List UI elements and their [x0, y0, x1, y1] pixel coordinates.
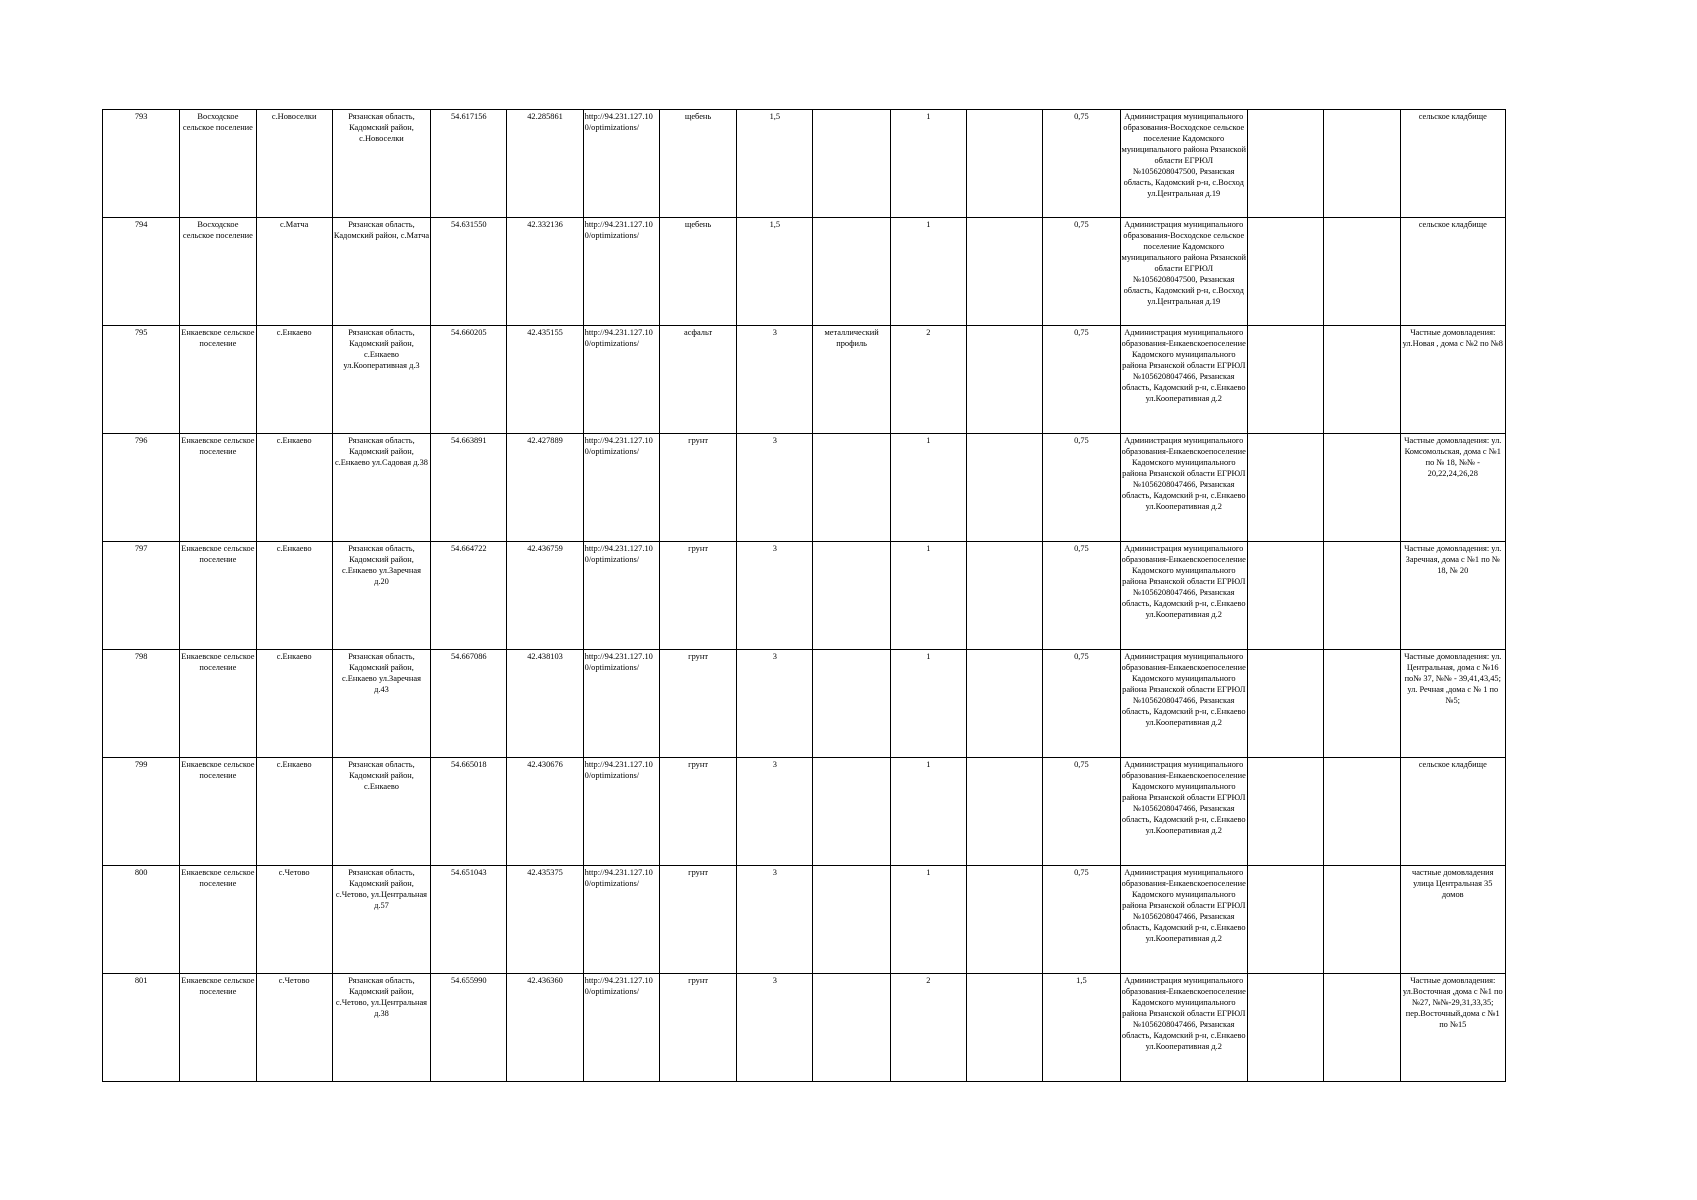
container-volume-cell: 0,75 — [1043, 326, 1120, 434]
settlement-cell: Енкаевское сельское поселение — [180, 542, 256, 650]
container-volume-cell: 1,5 — [1043, 974, 1120, 1082]
empty-cell — [967, 542, 1043, 650]
table-row — [103, 326, 1506, 434]
map-link-cell[interactable]: http://94.231.127.10 0/optimizations/ — [583, 974, 659, 1082]
owner-cell: Администрация муниципального образования-Енкаевскоепоселение Кадомского муниципального района Рязанской области ЕГРЮЛ №1056208047466, Рязанская область, Кадомский р-н, с.Енкаево ул.Кооперативная д.2 — [1120, 326, 1247, 434]
longitude-cell: 42.436360 — [507, 974, 583, 1082]
waste-sources-cell: Частные домовладения: ул. Заречная, дома с №1 по № 18, № 20 — [1400, 542, 1505, 650]
latitude-cell: 54.655990 — [431, 974, 507, 1082]
containers-count-cell: 1 — [890, 758, 966, 866]
waste-sources-cell: сельское кладбище — [1400, 110, 1505, 218]
empty-cell — [1324, 866, 1400, 974]
longitude-cell: 42.332136 — [507, 218, 583, 326]
settlement-cell: Восходское сельское поселение — [180, 110, 256, 218]
table-row — [103, 758, 1506, 866]
locality-cell: с.Четово — [256, 866, 332, 974]
address-cell: Рязанская область, Кадомский район, с.Новоселки — [332, 110, 430, 218]
longitude-cell: 42.285861 — [507, 110, 583, 218]
containers-count-cell: 1 — [890, 110, 966, 218]
empty-cell — [967, 434, 1043, 542]
locality-cell: с.Енкаево — [256, 326, 332, 434]
containers-count-cell: 1 — [890, 218, 966, 326]
address-cell: Рязанская область, Кадомский район, с.Четово, ул.Центральная д.57 — [332, 866, 430, 974]
latitude-cell: 54.663891 — [431, 434, 507, 542]
fence-cell — [813, 974, 890, 1082]
empty-cell — [1247, 218, 1323, 326]
empty-cell — [967, 974, 1043, 1082]
empty-cell — [1324, 650, 1400, 758]
settlement-cell: Енкаевское сельское поселение — [180, 974, 256, 1082]
container-volume-cell: 0,75 — [1043, 110, 1120, 218]
owner-cell: Администрация муниципального образования-Восходское сельское поселение Кадомского муниципального района Рязанской области ЕГРЮЛ №1056208047500, Рязанская область, Кадомский р-н, с.Восход ул.Центральная д.19 — [1120, 110, 1247, 218]
empty-cell — [967, 218, 1043, 326]
latitude-cell: 54.667086 — [431, 650, 507, 758]
table-row — [103, 542, 1506, 650]
settlement-cell: Енкаевское сельское поселение — [180, 326, 256, 434]
fence-cell — [813, 110, 890, 218]
waste-sites-table — [102, 109, 1506, 1082]
surface-cell: асфальт — [659, 326, 736, 434]
container-volume-cell: 0,75 — [1043, 434, 1120, 542]
address-cell: Рязанская область, Кадомский район, с.Матча — [332, 218, 430, 326]
settlement-cell: Енкаевское сельское поселение — [180, 758, 256, 866]
owner-cell: Администрация муниципального образования-Енкаевскоепоселение Кадомского муниципального района Рязанской области ЕГРЮЛ №1056208047466, Рязанская область, Кадомский р-н, с.Енкаево ул.Кооперативная д.2 — [1120, 542, 1247, 650]
empty-cell — [1247, 110, 1323, 218]
containers-count-cell: 1 — [890, 866, 966, 974]
waste-sources-cell: Частные домовладения: ул.Восточная ,дома с №1 по №27, №№-29,31,33,35; пер.Восточный,дома с №1 по №15 — [1400, 974, 1505, 1082]
table-row — [103, 218, 1506, 326]
longitude-cell: 42.435375 — [507, 866, 583, 974]
longitude-cell: 42.438103 — [507, 650, 583, 758]
containers-count-cell: 2 — [890, 974, 966, 1082]
surface-cell: щебень — [659, 110, 736, 218]
area-cell: 3 — [737, 866, 813, 974]
address-cell: Рязанская область, Кадомский район, с.Енкаево ул.Заречная д.43 — [332, 650, 430, 758]
map-link-cell[interactable]: http://94.231.127.10 0/optimizations/ — [583, 758, 659, 866]
table-row — [103, 650, 1506, 758]
empty-cell — [1247, 758, 1323, 866]
fence-cell — [813, 218, 890, 326]
area-cell: 1,5 — [737, 218, 813, 326]
surface-cell: грунт — [659, 542, 736, 650]
settlement-cell: Енкаевское сельское поселение — [180, 866, 256, 974]
container-volume-cell: 0,75 — [1043, 866, 1120, 974]
empty-cell — [1324, 758, 1400, 866]
container-volume-cell: 0,75 — [1043, 758, 1120, 866]
empty-cell — [1247, 974, 1323, 1082]
empty-cell — [1247, 326, 1323, 434]
containers-count-cell: 1 — [890, 650, 966, 758]
address-cell: Рязанская область, Кадомский район, с.Енкаево ул.Заречная д.20 — [332, 542, 430, 650]
waste-sources-cell: Частные домовладения: ул.Новая , дома с №2 по №8 — [1400, 326, 1505, 434]
area-cell: 3 — [737, 758, 813, 866]
settlement-cell: Восходское сельское поселение — [180, 218, 256, 326]
area-cell: 3 — [737, 974, 813, 1082]
latitude-cell: 54.617156 — [431, 110, 507, 218]
empty-cell — [1324, 542, 1400, 650]
row-number: 800 — [103, 866, 180, 974]
locality-cell: с.Енкаево — [256, 758, 332, 866]
settlement-cell: Енкаевское сельское поселение — [180, 434, 256, 542]
latitude-cell: 54.665018 — [431, 758, 507, 866]
owner-cell: Администрация муниципального образования-Енкаевскоепоселение Кадомского муниципального района Рязанской области ЕГРЮЛ №1056208047466, Рязанская область, Кадомский р-н, с.Енкаево ул.Кооперативная д.2 — [1120, 866, 1247, 974]
surface-cell: грунт — [659, 866, 736, 974]
registry-sheet — [102, 109, 1506, 1082]
containers-count-cell: 1 — [890, 542, 966, 650]
locality-cell: с.Новоселки — [256, 110, 332, 218]
empty-cell — [967, 758, 1043, 866]
address-cell: Рязанская область, Кадомский район, с.Енкаево ул.Садовая д.38 — [332, 434, 430, 542]
map-link-cell[interactable]: http://94.231.127.10 0/optimizations/ — [583, 866, 659, 974]
map-link-cell[interactable]: http://94.231.127.10 0/optimizations/ — [583, 110, 659, 218]
fence-cell — [813, 434, 890, 542]
latitude-cell: 54.651043 — [431, 866, 507, 974]
locality-cell: с.Матча — [256, 218, 332, 326]
owner-cell: Администрация муниципального образования-Енкаевскоепоселение Кадомского муниципального района Рязанской области ЕГРЮЛ №1056208047466, Рязанская область, Кадомский р-н, с.Енкаево ул.Кооперативная д.2 — [1120, 434, 1247, 542]
address-cell: Рязанская область, Кадомский район, с.Четово, ул.Центральная д.38 — [332, 974, 430, 1082]
settlement-cell: Енкаевское сельское поселение — [180, 650, 256, 758]
empty-cell — [1324, 434, 1400, 542]
map-link-cell[interactable]: http://94.231.127.10 0/optimizations/ — [583, 434, 659, 542]
area-cell: 3 — [737, 650, 813, 758]
empty-cell — [1324, 326, 1400, 434]
map-link-cell[interactable]: http://94.231.127.10 0/optimizations/ — [583, 542, 659, 650]
map-link-cell[interactable]: http://94.231.127.10 0/optimizations/ — [583, 326, 659, 434]
map-link-cell[interactable]: http://94.231.127.10 0/optimizations/ — [583, 650, 659, 758]
waste-sources-cell: Частные домовладения: ул. Комсомольская, дома с №1 по № 18, №№ - 20,22,24,26,28 — [1400, 434, 1505, 542]
owner-cell: Администрация муниципального образования-Енкаевскоепоселение Кадомского муниципального района Рязанской области ЕГРЮЛ №1056208047466, Рязанская область, Кадомский р-н, с.Енкаево ул.Кооперативная д.2 — [1120, 650, 1247, 758]
area-cell: 1,5 — [737, 110, 813, 218]
fence-cell — [813, 650, 890, 758]
locality-cell: с.Енкаево — [256, 542, 332, 650]
area-cell: 3 — [737, 542, 813, 650]
row-number: 801 — [103, 974, 180, 1082]
waste-sources-cell: Частные домовладения: ул. Центральная, дома с №16 по№ 37, №№ - 39,41,43,45; ул. Речная ,дома с № 1 по №5; — [1400, 650, 1505, 758]
empty-cell — [967, 110, 1043, 218]
empty-cell — [967, 326, 1043, 434]
row-number: 795 — [103, 326, 180, 434]
fence-cell — [813, 866, 890, 974]
row-number: 798 — [103, 650, 180, 758]
row-number: 794 — [103, 218, 180, 326]
containers-count-cell: 1 — [890, 434, 966, 542]
surface-cell: щебень — [659, 218, 736, 326]
empty-cell — [1324, 218, 1400, 326]
owner-cell: Администрация муниципального образования-Енкаевскоепоселение Кадомского муниципального района Рязанской области ЕГРЮЛ №1056208047466, Рязанская область, Кадомский р-н, с.Енкаево ул.Кооперативная д.2 — [1120, 974, 1247, 1082]
fence-cell — [813, 542, 890, 650]
empty-cell — [967, 866, 1043, 974]
containers-count-cell: 2 — [890, 326, 966, 434]
table-row — [103, 866, 1506, 974]
owner-cell: Администрация муниципального образования-Восходское сельское поселение Кадомского муниципального района Рязанской области ЕГРЮЛ №1056208047500, Рязанская область, Кадомский р-н, с.Восход ул.Центральная д.19 — [1120, 218, 1247, 326]
fence-cell — [813, 758, 890, 866]
table-row — [103, 974, 1506, 1082]
address-cell: Рязанская область, Кадомский район, с.Енкаево — [332, 758, 430, 866]
row-number: 799 — [103, 758, 180, 866]
surface-cell: грунт — [659, 434, 736, 542]
container-volume-cell: 0,75 — [1043, 650, 1120, 758]
table-row — [103, 434, 1506, 542]
waste-sources-cell: частные домовладения улица Центральная 35 домов — [1400, 866, 1505, 974]
longitude-cell: 42.436759 — [507, 542, 583, 650]
container-volume-cell: 0,75 — [1043, 542, 1120, 650]
map-link-cell[interactable]: http://94.231.127.10 0/optimizations/ — [583, 218, 659, 326]
table-body — [103, 110, 1506, 1082]
row-number: 796 — [103, 434, 180, 542]
address-cell: Рязанская область, Кадомский район, с.Енкаево ул.Кооперативная д.3 — [332, 326, 430, 434]
empty-cell — [1324, 974, 1400, 1082]
row-number: 793 — [103, 110, 180, 218]
row-number: 797 — [103, 542, 180, 650]
waste-sources-cell: сельское кладбище — [1400, 758, 1505, 866]
area-cell: 3 — [737, 434, 813, 542]
area-cell: 3 — [737, 326, 813, 434]
surface-cell: грунт — [659, 974, 736, 1082]
empty-cell — [1247, 866, 1323, 974]
latitude-cell: 54.660205 — [431, 326, 507, 434]
empty-cell — [1324, 110, 1400, 218]
longitude-cell: 42.435155 — [507, 326, 583, 434]
owner-cell: Администрация муниципального образования-Енкаевскоепоселение Кадомского муниципального района Рязанской области ЕГРЮЛ №1056208047466, Рязанская область, Кадомский р-н, с.Енкаево ул.Кооперативная д.2 — [1120, 758, 1247, 866]
locality-cell: с.Четово — [256, 974, 332, 1082]
container-volume-cell: 0,75 — [1043, 218, 1120, 326]
locality-cell: с.Енкаево — [256, 434, 332, 542]
latitude-cell: 54.664722 — [431, 542, 507, 650]
empty-cell — [1247, 650, 1323, 758]
longitude-cell: 42.427889 — [507, 434, 583, 542]
surface-cell: грунт — [659, 758, 736, 866]
empty-cell — [1247, 434, 1323, 542]
fence-cell: металлический профиль — [813, 326, 890, 434]
waste-sources-cell: сельское кладбище — [1400, 218, 1505, 326]
surface-cell: грунт — [659, 650, 736, 758]
longitude-cell: 42.430676 — [507, 758, 583, 866]
empty-cell — [1247, 542, 1323, 650]
locality-cell: с.Енкаево — [256, 650, 332, 758]
empty-cell — [967, 650, 1043, 758]
latitude-cell: 54.631550 — [431, 218, 507, 326]
table-row — [103, 110, 1506, 218]
